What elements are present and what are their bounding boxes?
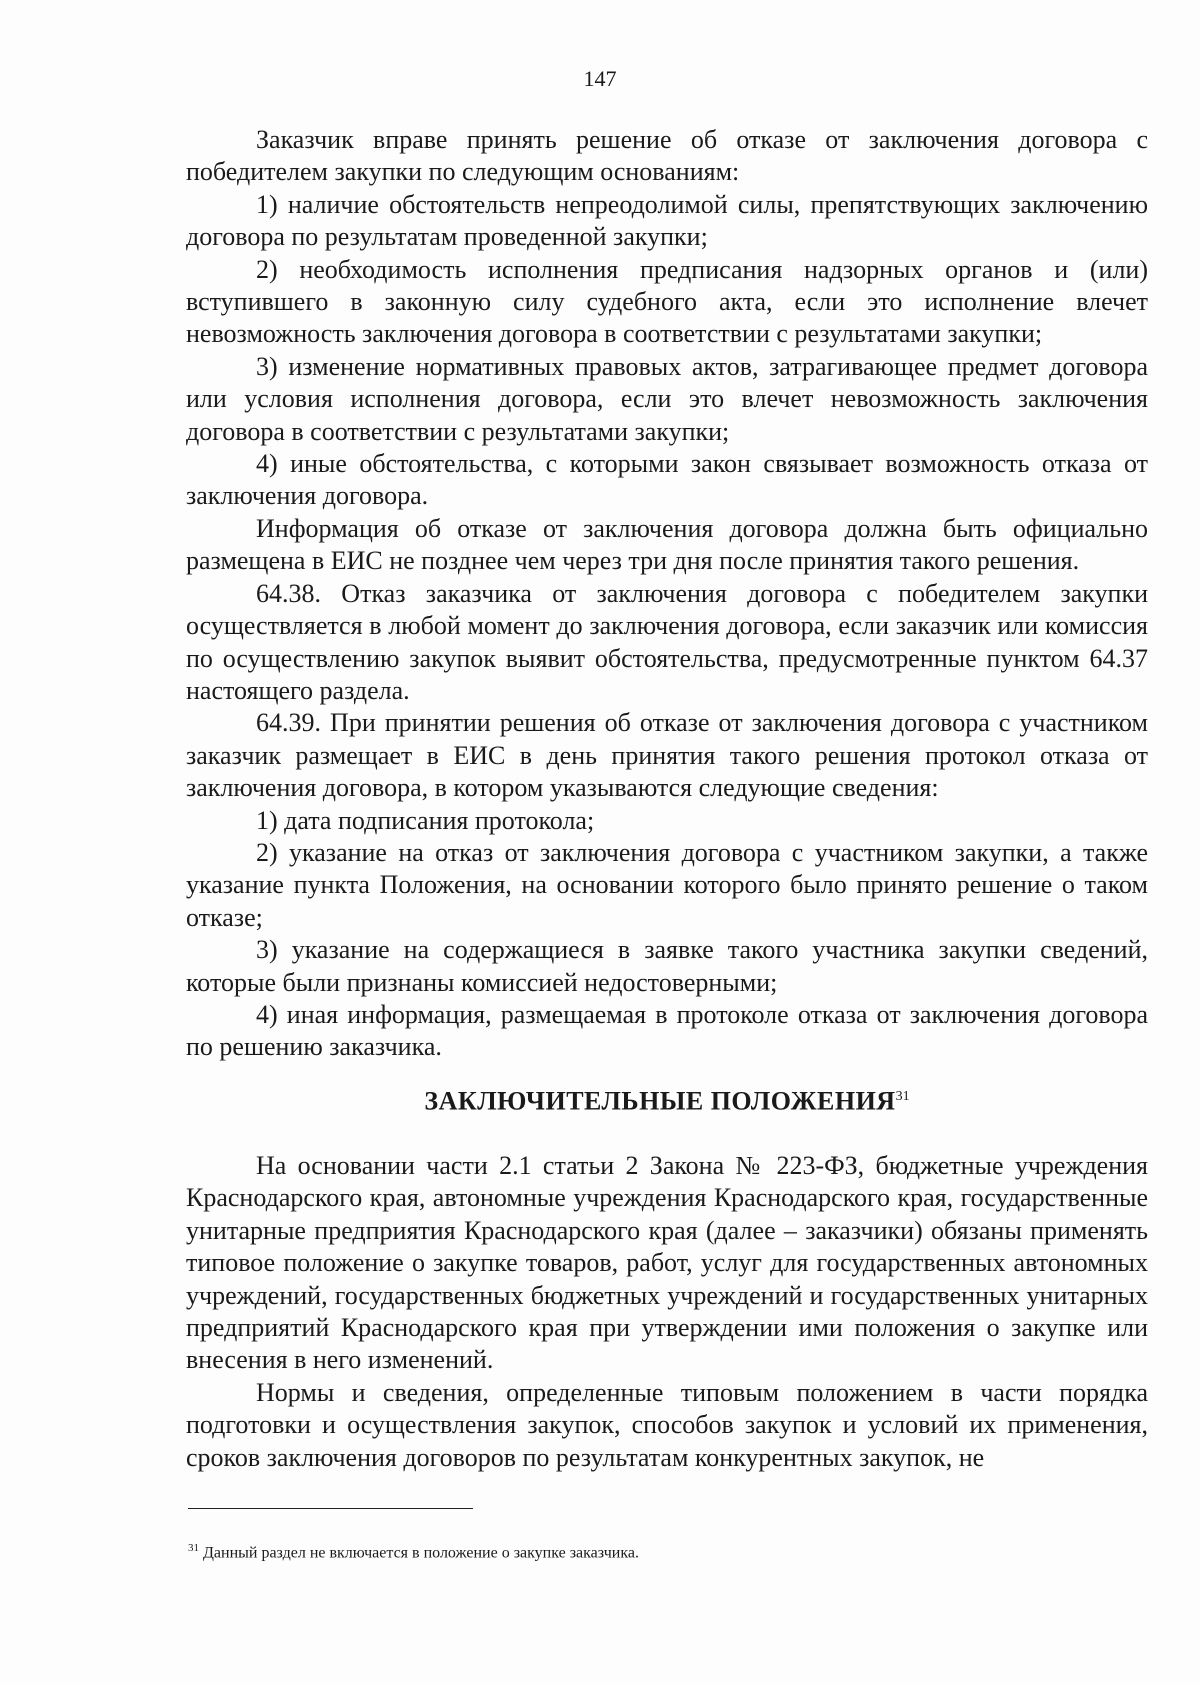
paragraph: 64.39. При принятии решения об отказе от заключения договора с участником заказчик размещает в ЕИС в день принятия такого решения протокол отказа от заключения договора, в котором указываются следующие сведения: <box>186 708 1148 803</box>
paragraph: 1) дата подписания протокола; <box>256 805 595 835</box>
paragraph: Информация об отказе от заключения договора должна быть официально размещена в ЕИС не позднее чем через три дня после принятия такого решения. <box>186 513 1148 576</box>
body-text-block-2 <box>186 1150 1148 1474</box>
section-heading <box>186 1081 1148 1118</box>
paragraph: Заказчик вправе принять решение об отказе от заключения договора с победителем закупки по следующим основаниям: <box>186 125 1148 187</box>
footnote-marker: 31 <box>188 1542 199 1554</box>
paragraph: 3) изменение нормативных правовых актов, затрагивающее предмет договора или условия исполнения договора, если это влечет невозможность заключения договора в соответствии с результатами закупки; <box>186 351 1148 446</box>
paragraph: 2) необходимость исполнения предписания надзорных органов и (или) вступившего в законную силу судебного акта, если это исполнение влечет невозможность заключения договора в соответствии с результатами закупки; <box>186 254 1148 349</box>
body-text-block-1 <box>186 124 1148 1064</box>
paragraph: 4) иная информация, размещаемая в протоколе отказа от заключения договора по решению заказчика. <box>186 999 1148 1062</box>
paragraph: Нормы и сведения, определенные типовым положением в части порядка подготовки и осуществления закупок, способов закупок и условий их применения, сроков заключения договоров по результатам конкурентных закупок, не <box>186 1377 1148 1472</box>
footnote <box>188 1538 1088 1563</box>
paragraph: 64.38. Отказ заказчика от заключения договора с победителем закупки осуществляется в любой момент до заключения договора, если заказчик или комиссия по осуществлению закупок выявит обстоятельства, предусмотренные пунктом 64.37 настоящего раздела. <box>186 578 1148 705</box>
paragraph: 1) наличие обстоятельств непреодолимой силы, препятствующих заключению договора по результатам проведенной закупки; <box>186 189 1148 252</box>
paragraph: На основании части 2.1 статьи 2 Закона № 223-ФЗ, бюджетные учреждения Краснодарского края, автономные учреждения Краснодарского края, государственные унитарные предприятия Краснодарского края (далее – заказчики) обязаны применять типовое положение о закупке товаров, работ, услуг для государственных автономных учреждений, государственных бюджетных учреждений и государственных унитарных предприятий Краснодарского края при утверждении ими положения о закупке или внесения в него изменений. <box>186 1151 1148 1375</box>
paragraph: 2) указание на отказ от заключения договора с участником закупки, а также указание пункта Положения, на основании которого было принято решение о таком отказе; <box>186 837 1148 932</box>
paragraph: 4) иные обстоятельства, с которыми закон связывает возможность отказа от заключения договора. <box>186 449 1148 511</box>
footnote-text: Данный раздел не включается в положение о закупке заказчика. <box>203 1544 639 1562</box>
section-heading-text: ЗАКЛЮЧИТЕЛЬНЫЕ ПОЛОЖЕНИЯ <box>424 1086 896 1116</box>
footnote-reference[interactable]: 31 <box>895 1089 910 1104</box>
paragraph: 3) указание на содержащиеся в заявке такого участника закупки сведений, которые были признаны комиссией недостоверными; <box>186 935 1148 997</box>
page-number: 147 <box>583 66 617 91</box>
footnote-separator <box>188 1508 473 1509</box>
